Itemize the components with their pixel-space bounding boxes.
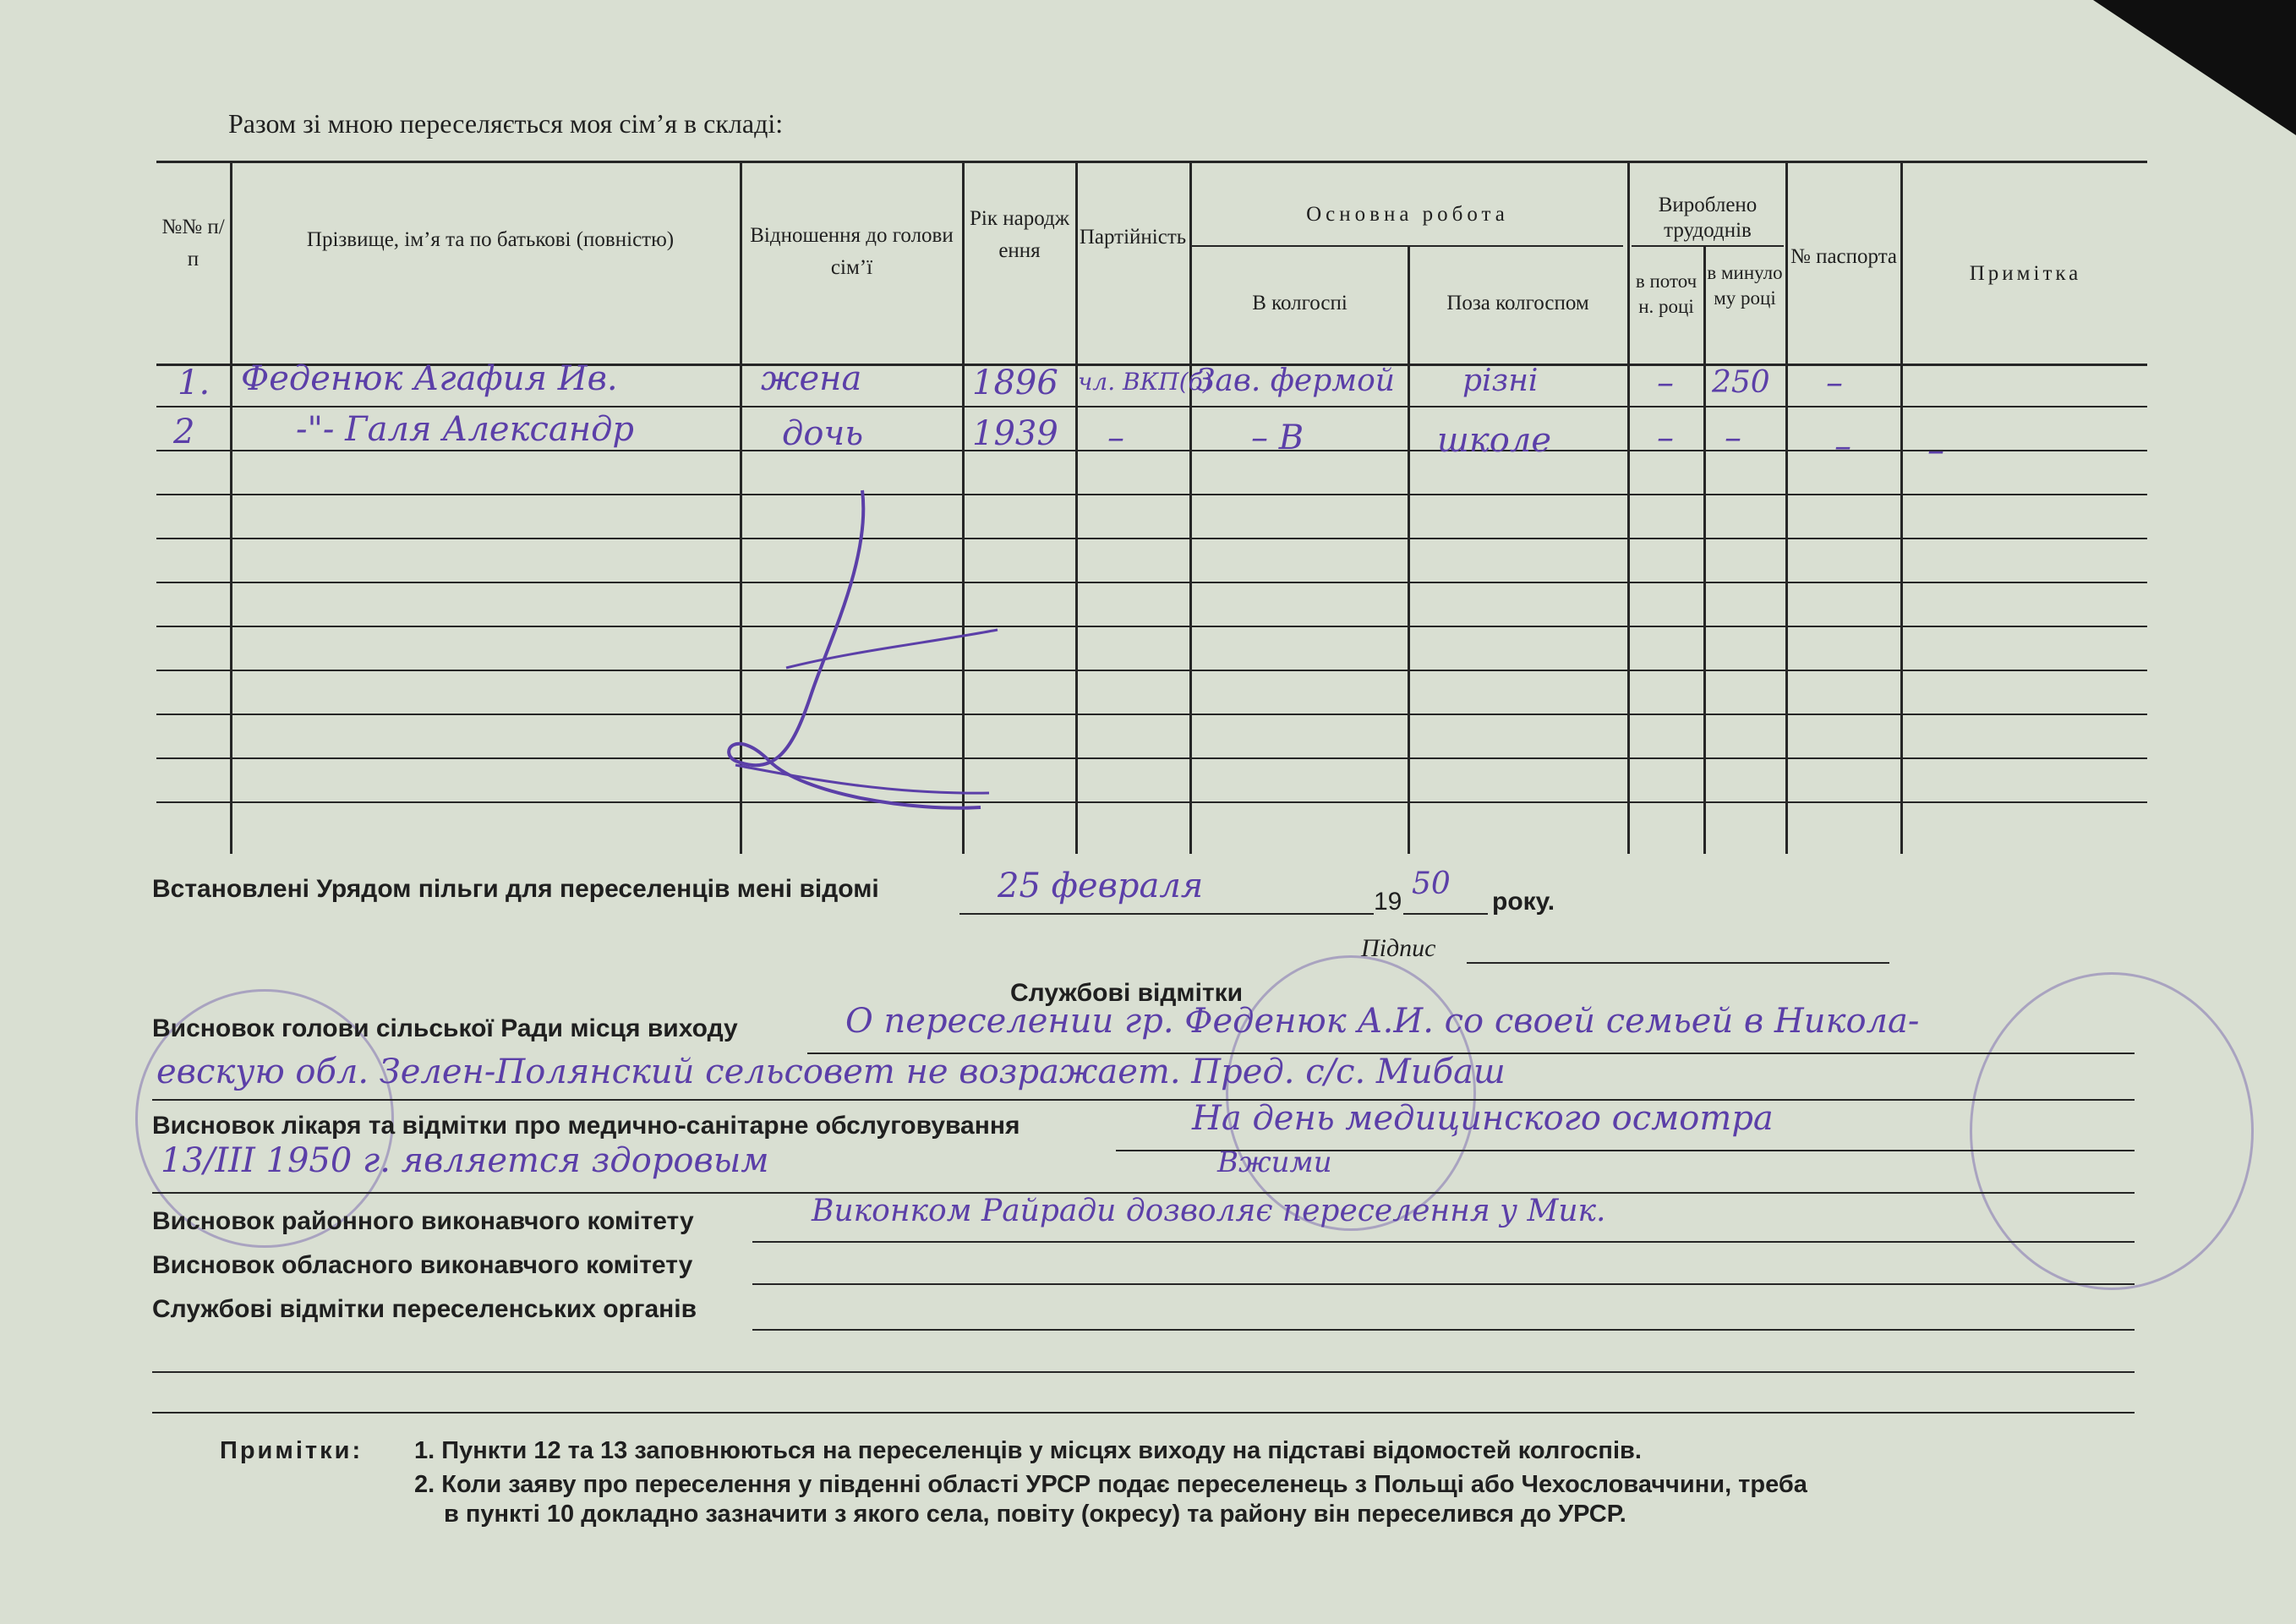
row2-work-out: школе	[1437, 421, 1551, 460]
row2-relation: дочь	[782, 414, 864, 453]
table-row-rule	[156, 801, 2147, 803]
doctor-signature: Вжими	[1217, 1146, 1332, 1179]
col-divider-10	[1900, 161, 1903, 854]
district-text: Виконком Райради дозволяє переселення у Мик.	[812, 1194, 1606, 1228]
header-main-work: Основна робота	[1306, 203, 1509, 226]
col-divider-7	[1627, 161, 1630, 854]
doctor-label: Висновок лікаря та відмітки про медично-санітарне обслуговування	[152, 1112, 1020, 1140]
year-suffix: року.	[1492, 888, 1555, 916]
header-num: №№ п/п	[161, 216, 225, 271]
district-rule	[752, 1241, 2135, 1243]
note-2b: в пункті 10 докладно зазначити з якого села, повіту (окресу) та району він переселився до УРСР.	[444, 1501, 1626, 1528]
resettle-rule-3	[152, 1412, 2135, 1413]
signature-label: Підпис	[1361, 934, 1436, 962]
table-row-rule	[156, 582, 2147, 583]
row1-days-previous: 250	[1712, 365, 1770, 400]
benefits-date: 25 февраля	[998, 867, 1204, 905]
row2-days-current: –	[1657, 418, 1674, 457]
benefits-date-rule	[959, 913, 1374, 915]
col-divider-6	[1408, 245, 1410, 854]
row2-passport: –	[1834, 427, 1851, 466]
service-title: Службові відмітки	[1010, 979, 1244, 1007]
header-party: Партійність	[1079, 226, 1187, 249]
signature-rule	[1467, 962, 1889, 964]
table-row-rule	[156, 538, 2147, 539]
row2-year: 1939	[972, 414, 1058, 453]
page-corner-shadow	[2093, 0, 2296, 135]
table-row-rule	[156, 494, 2147, 495]
table-top-rule	[156, 161, 2147, 163]
resettle-label: Службові відмітки переселенських органів	[152, 1295, 697, 1323]
days-sub-rule	[1632, 245, 1784, 247]
year-rule	[1403, 913, 1488, 915]
row2-name: -"- Галя Александр	[296, 410, 635, 449]
village-label: Висновок голови сільської Ради місця виходу	[152, 1014, 738, 1042]
note-2a: 2. Коли заяву про переселення у південні області УРСР подає переселенець з Польщі або Чехословаччини, треба	[414, 1471, 1807, 1498]
header-note: Примітка	[1969, 262, 2082, 285]
row1-name: Феденюк Агафия Ив.	[241, 359, 618, 398]
notes-title: Примітки:	[220, 1437, 364, 1464]
benefits-label: Встановлені Урядом пільги для переселенців мені відомі	[152, 875, 879, 903]
header-work-in: В колгоспі	[1252, 292, 1348, 314]
row1-work-out: різні	[1462, 364, 1539, 398]
regional-rule	[752, 1283, 2135, 1285]
col-divider-1	[230, 161, 232, 854]
round-stamp-center	[1226, 955, 1476, 1231]
table-row-rule	[156, 757, 2147, 759]
row2-days-previous: –	[1725, 418, 1741, 457]
table-row-rule	[156, 714, 2147, 715]
village-text-1: О переселении гр. Феденюк А.И. со своей семьей в Никола-	[845, 1002, 1920, 1041]
header-workdays: Вироблено трудоднів	[1658, 194, 1758, 242]
cancel-z-mark	[702, 473, 1023, 828]
district-label: Висновок районного виконавчого комітету	[152, 1207, 694, 1235]
row1-work-in: Зав. фермой	[1196, 364, 1395, 398]
header-days-previous: в минулому році	[1707, 262, 1783, 309]
table-row-rule	[156, 626, 2147, 627]
col-divider-8	[1703, 245, 1706, 854]
doctor-text-1: На день медицинского осмотра	[1192, 1099, 1774, 1138]
row1-passport: –	[1826, 364, 1843, 402]
row1-relation: жена	[761, 359, 862, 398]
doctor-text-2: 13/III 1950 г. является здоровым	[161, 1141, 769, 1180]
header-name: Прізвище, ім’я та по батькові (повністю)	[306, 228, 675, 251]
intro-text: Разом зі мною переселяється моя сім’я в складі:	[228, 108, 784, 139]
resettle-rule-2	[152, 1371, 2135, 1373]
col-divider-4	[1075, 161, 1078, 854]
regional-label: Висновок обласного виконавчого комітету	[152, 1251, 693, 1279]
year-value: 50	[1412, 867, 1451, 901]
table-row-rule	[156, 670, 2147, 671]
row1-num: 1.	[178, 364, 210, 402]
row1-year: 1896	[972, 364, 1058, 402]
note-1: 1. Пункти 12 та 13 заповнюються на переселенців у місцях виходу на підставі відомостей колгоспів.	[414, 1437, 1642, 1464]
row2-party: –	[1107, 418, 1124, 457]
table-row-rule	[156, 406, 2147, 407]
resettle-rule-1	[752, 1329, 2135, 1331]
row2-num: 2	[173, 413, 195, 451]
header-relation: Відношення до голови сім’ї	[750, 224, 954, 279]
row2-note: –	[1927, 431, 1944, 470]
header-year: Рік народження	[970, 207, 1069, 262]
header-days-current: в поточн. році	[1635, 271, 1697, 317]
row1-party: чл. ВКП(б)	[1078, 368, 1212, 396]
village-rule-2	[152, 1099, 2135, 1101]
header-work-out: Поза колгоспом	[1446, 292, 1589, 314]
header-passport: № паспорта	[1790, 245, 1898, 268]
col-divider-5	[1189, 161, 1192, 854]
row2-work-in: – В	[1251, 418, 1304, 457]
row1-days-current: –	[1657, 364, 1674, 402]
year-prefix: 19	[1374, 888, 1402, 916]
village-text-2: евскую обл. Зелен-Полянский сельсовет не возражает. Пред. с/с. Мибаш	[156, 1053, 1506, 1091]
